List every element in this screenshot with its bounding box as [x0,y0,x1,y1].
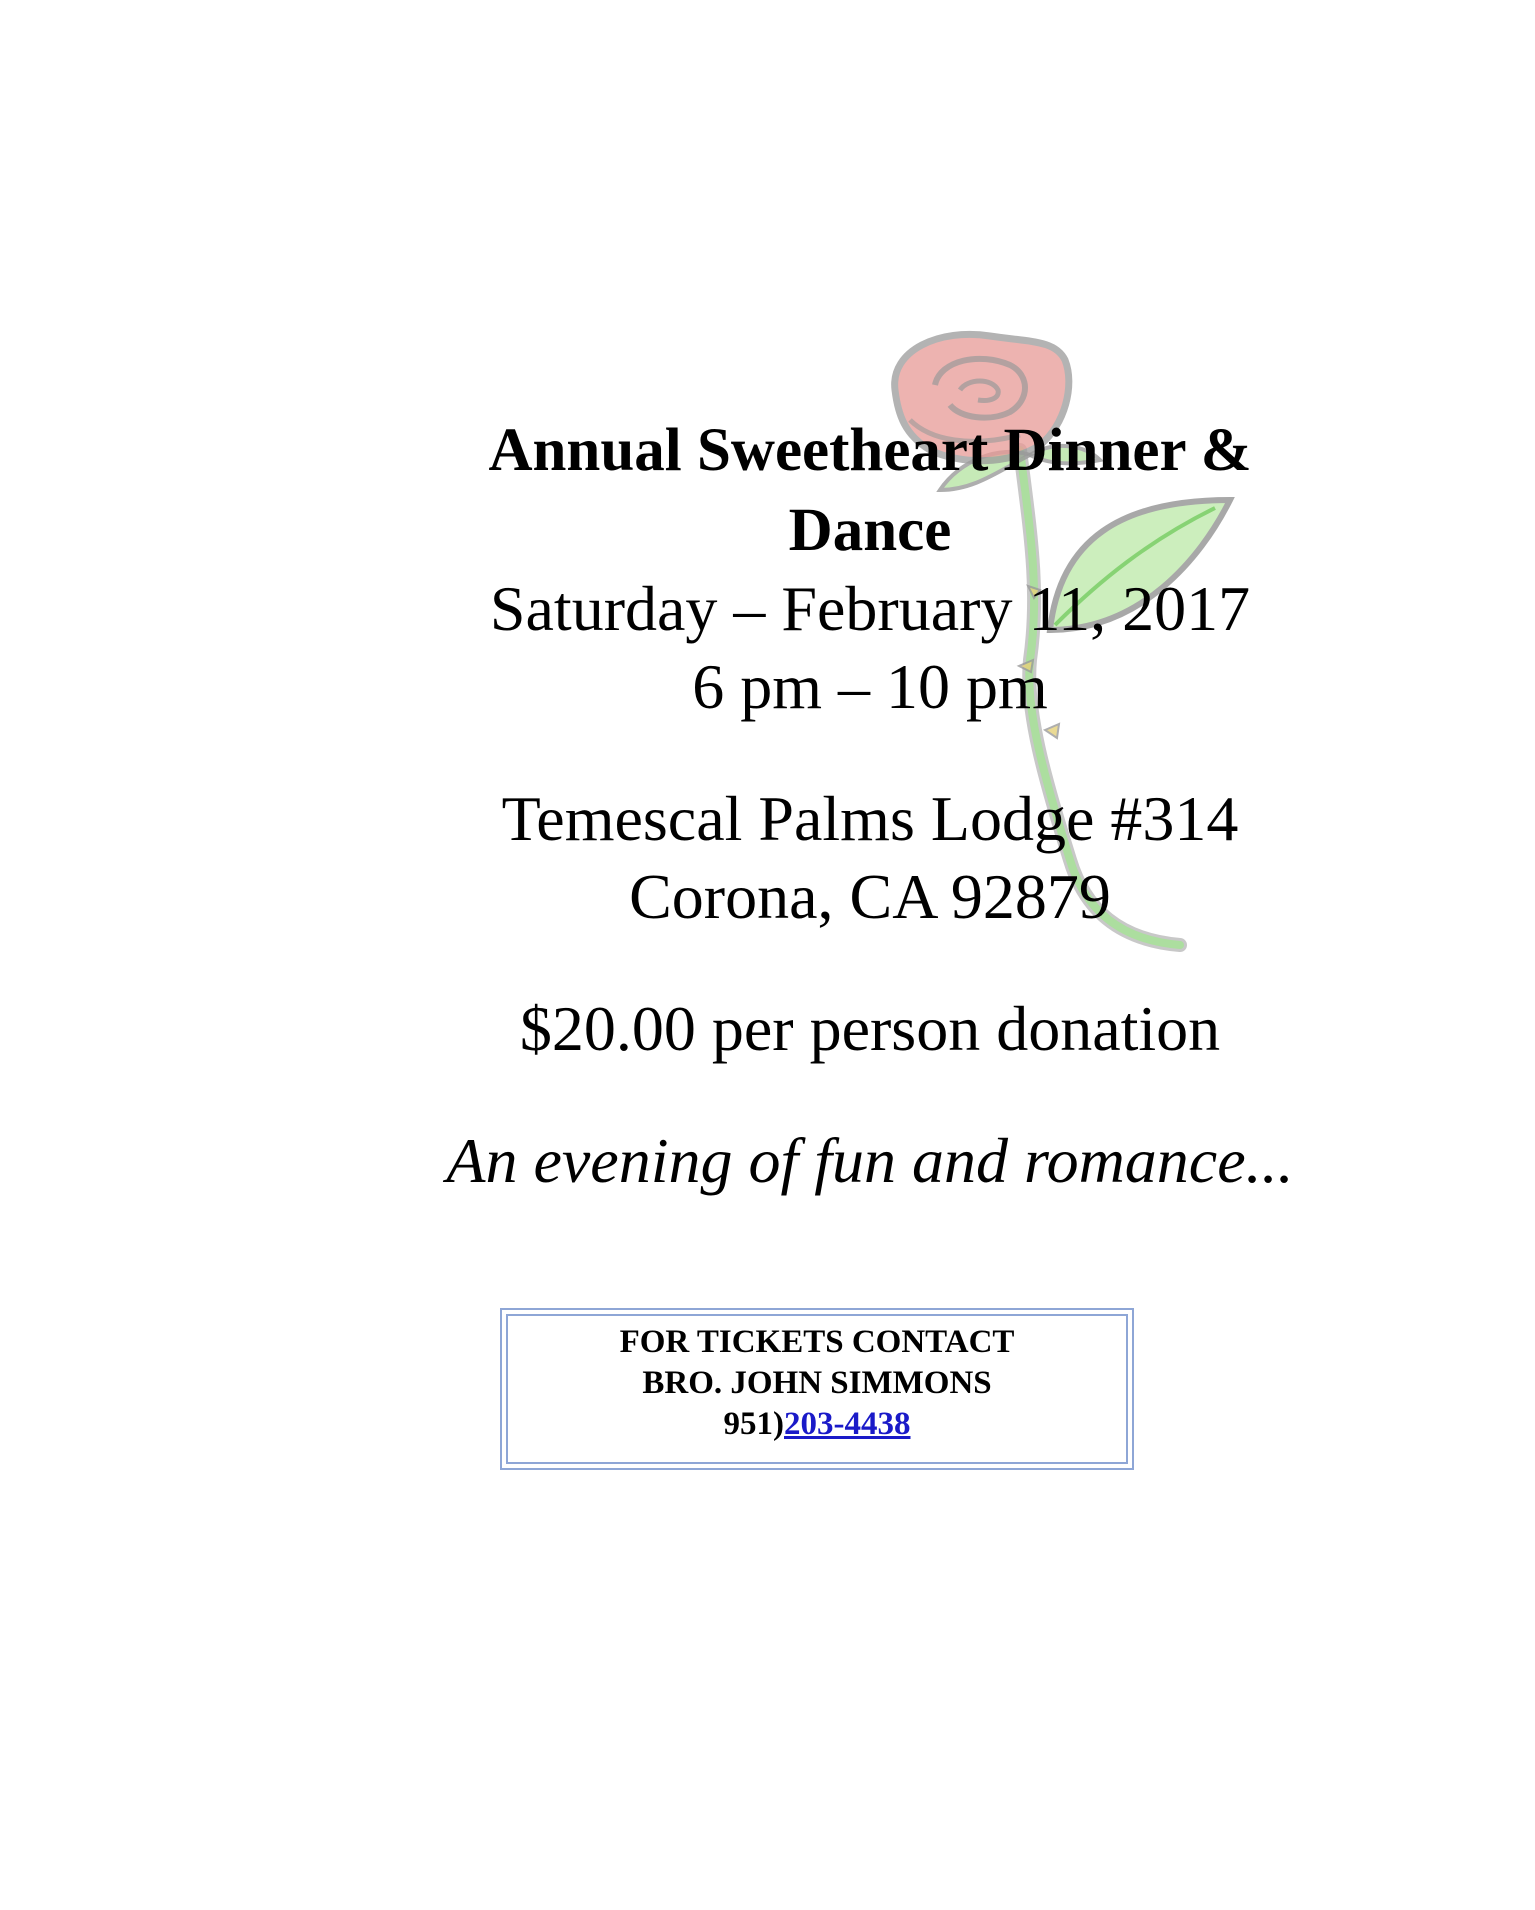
ticket-contact-inner [506,1314,1128,1464]
contact-name: BRO. JOHN SIMMONS [642,1365,992,1401]
contact-phone [508,1404,1126,1445]
event-title-line2: Dance [788,497,952,564]
ticket-contact-box [500,1308,1134,1470]
contact-area-code: 951) [723,1406,784,1442]
event-date: Saturday – February 11, 2017 [489,573,1251,644]
contact-heading: FOR TICKETS CONTACT [619,1324,1015,1360]
event-title-line1: Annual Sweetheart Dinner & [488,417,1252,484]
event-time: 6 pm – 10 pm [692,651,1048,722]
phone-number-link[interactable]: 203-4438 [784,1406,911,1442]
event-venue: Temescal Palms Lodge #314 [501,783,1239,854]
event-price: $20.00 per person donation [519,993,1221,1064]
event-tagline: An evening of fun and romance... [446,1125,1294,1196]
event-city: Corona, CA 92879 [629,861,1111,932]
